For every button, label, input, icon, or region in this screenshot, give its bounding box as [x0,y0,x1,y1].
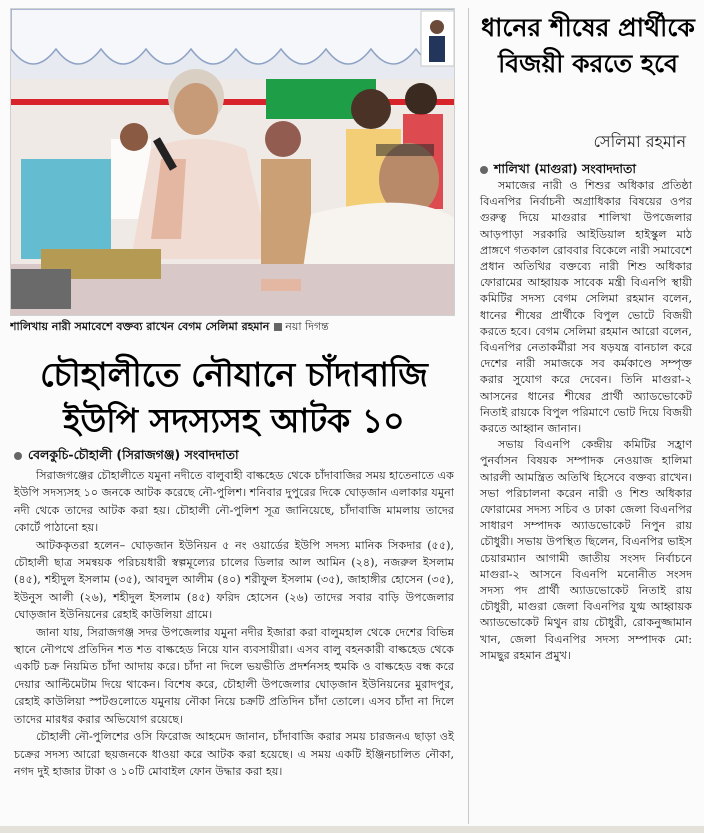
bullet-icon [14,452,22,460]
left-headline-line-2: ইউপি সদস্যসহ আটক ১০ [63,401,405,440]
bullet-icon [480,166,488,174]
photo-caption [10,319,455,335]
left-paragraph: চৌহালী নৌ-পুলিশের ওসি ফিরোজ আহমেদ জানান, চাঁদাবাজি করার সময় চারজনএ ছাড়া ওই চক্রের সদস্য আরো ছয়জনকে ধাওয়া করে আটক করা হয়েছে। এ সময় একটি ইঞ্জিনচালিত নৌকা, নগদ দুই হাজার টাকা ও ১০টি মোবাইল ফোন উদ্ধার করা হয়। [14,730,454,778]
right-headline: ধানের শীষের প্রার্থীকে বিজয়ী করতে হবে [481,13,695,78]
right-byline: সেলিমা রহমান [593,132,686,151]
next-section-strip [0,826,704,833]
caption-separator-icon [274,323,282,331]
caption-credit: নয়া দিগন্ত [285,320,329,333]
right-dateline-text: শালিখা (মাগুরা) সংবাদদাতা [494,161,637,176]
event-photo [10,8,455,316]
left-headline-line-1: চৌহালীতে নৌযানে চাঁদাবাজি [40,355,428,394]
left-article-body [14,467,454,780]
left-dateline [14,446,239,464]
right-dateline [480,160,636,178]
right-paragraph: সভায় বিএনপি কেন্দ্রীয় কমিটির সহ্রাণ পুনর্বাসন বিষয়ক সম্পাদক নেওয়াজ হালিমা আরলী আমন্ত্রিত অতিথি হিসেবে বক্তব্য রাখেন। সভা পরিচালনা করেন নারী ও শিশু অধিকার ফোরামের সদস্য সচিব ও ঢাকা জেলা বিএনপির সাধারণ সম্পাদক অ্যাডভোকেট নিপুন রায় চৌধুরী। সভায় উপস্থিত ছিলেন, বিএনপির ভাইস চেয়ারম্যান আগামী জাতীয় সংসদ নির্বাচনে মাগুরা-২ আসনে বিএনপি মনোনীত সংসদ সদস্য পদ প্রার্থী অ্যাডভোকেট নিতাই রায় চৌধুরী, মাগুরা জেলা বিএনপির যুগ্ম আহ্বায়ক অ্যাডভোকেট মিথুন রায় চৌধুরী, রোকনুজ্জামান খান, জেলা বিএনপির সদস্য সম্পাদক মো: সামছুর রহমান প্রমুখ। [480,438,692,662]
caption-text: শালিখায় নারী সমাবেশে বক্তব্য রাখেন বেগম সেলিমা রহমান [10,320,270,333]
right-article-body [480,178,692,664]
event-photo-illustration [11,9,455,316]
left-dateline-text: বেলকুচি-চৌহালী (সিরাজগঞ্জ) সংবাদদাতা [28,447,239,462]
left-headline [14,352,454,444]
right-paragraph: সমাজের নারী ও শিশুর অধিকার প্রতিষ্ঠা বিএনপির নির্বাচনী অগ্রাধিকার বিষয়ের ওপর গুরুত্ব দিয়ে মাগুরার শালিখা উপজেলার আড়পাড়া সরকারি আইডিয়াল হাইস্কুল মাঠ প্রাঙ্গণে গতকাল রোববার বিকেলে নারী সমাবেশে প্রধান অতিথির বক্তব্যে নারী শিশু অধিকার ফোরামের আহ্বায়ক সাবেক মন্ত্রী বিএনপি স্থায়ী কমিটির সদস্য বেগম সেলিমা রহমান বলেন, ধানের শীষের প্রার্থীকে বিপুল ভোটে বিজয়ী করতে হবে। বেগম সেলিমা রহমান আরো বলেন, বিএনপির নেতাকর্মীরা সব ষড়যন্ত্র বানচাল করে দেশের নারী সমাজকে সব কর্মকাণ্ডে সম্পৃক্ত করার সুযোগ করে দেবেন। তিনি মাগুরা-২ আসনের ধানের শীষের প্রার্থী অ্যাডভোকেট নিতাই রায়কে বিপুল পরিমাণে ভোট দিয়ে বিজয়ী করতে আহ্বান জানান। [480,179,692,436]
left-paragraph: জানা যায়, সিরাজগঞ্জ সদর উপজেলার যমুনা নদীর ইজারা করা বালুমহাল থেকে দেশের বিভিন্ন স্থানে নৌপথে প্রতিদিন শত শত বাল্কহেড নিয়ে যান ব্যবসায়ীরা। এসব বালু বহনকারী বাল্কহেড থেকে একটি চক্র নিয়মিত চাঁদা আদায় করে। চাঁদা না দিলে ভয়ভীতি প্রদর্শনসহ হুমকি ও বাল্কহেড বন্ধ করে দেয়ার আল্টিমেটাম দিয়ে থাকেন। বিশেষ করে, চৌহালী উপজেলার ঘোড়জান ইউনিয়নের মুরাদপুর, রেহাই কাউলিয়া স্পটগুলোতে যমুনায় নৌকা নিয়ে চক্রটি প্রতিদিন চাঁদা তোলে। এসব চাঁদা না দিলে তাদের মারধর করার অভিযোগ রয়েছে। [14,625,454,726]
column-divider [468,8,469,824]
left-paragraph: আটককৃতরা হলেন– ঘোড়জান ইউনিয়ন ৫ নং ওয়ার্ডের ইউপি সদস্য মানিক সিকদার (৫৫), চৌহালী ছাত্র সমন্বয়ক পরিচয়ধারী স্বল্পমূল্যের চালের ডিলার আল আমিন (২৪), নজরুল ইসলাম (৪৫), শহীদুল ইসলাম (৩৫), আবদুল আলীম (৪০) শরীফুল ইসলাম (৩৫), জাহাঙ্গীর হোসেন (৩৫), ইউনুস আলী (২৬), শহীদুল ইসলাম (৪৫) ফরিদ হোসেন (২৬) তাদের সবার বাড়ি উপজেলার ঘোড়জান ইউনিয়নের রেহাই কাউলিয়া গ্রামে। [14,538,454,622]
left-paragraph: সিরাজগঞ্জের চৌহালীতে যমুনা নদীতে বালুবাহী বাল্কহেড থেকে চাঁদাবাজির সময় হাতেনাতে এক ইউপি সদস্যসহ ১০ জনকে আটক করেছে নৌ-পুলিশ। শনিবার দুপুরের দিকে ঘোড়জান এলাকার যমুনা নদী থেকে তাদের আটক করা হয়। চৌহালী নৌ-পুলিশ সূত্র জানিয়েছে, চাঁদাবাজি মামলায় তাদের কোর্টে পাঠানো হয়। [14,469,454,535]
